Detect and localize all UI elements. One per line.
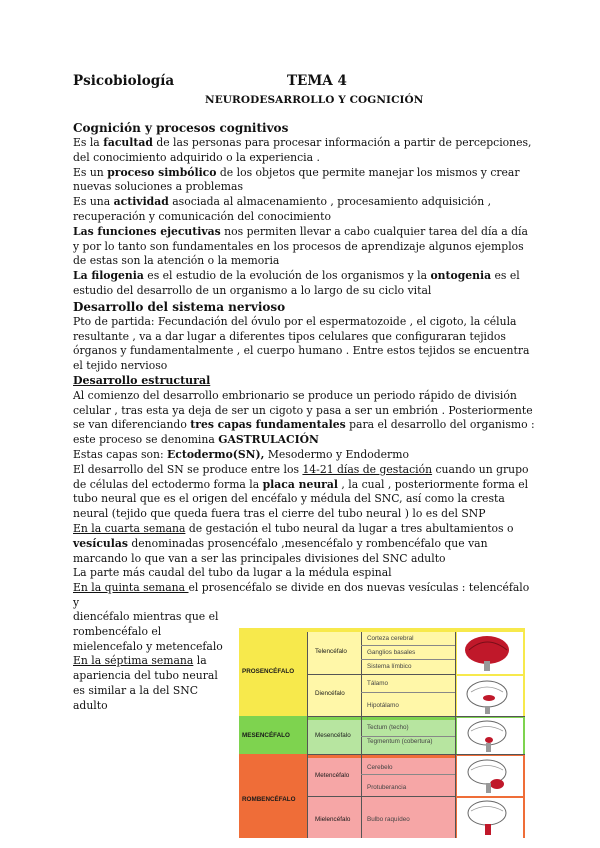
brain-illustration [457,676,523,716]
section-heading: Desarrollo del sistema nervioso [73,299,286,314]
paragraph: En la séptima semana la apariencia del tubo neural es similar a la del SNC adulto [73,654,218,712]
paragraph: Es una actividad asociada al almacenamiento , procesamiento adquisición , recuperación y comunicación del conocimiento [73,195,492,223]
paragraph: Estas capas son: Ectodermo(SN), Mesodermo y Endodermo [73,447,409,461]
structure-item: Cerebelo [367,764,393,771]
brain-illustration [457,632,523,674]
subsection-heading: Desarrollo estructural [73,373,211,387]
paragraph: Es la facultad de las personas para procesar información a partir de percepciones, del conocimiento adquirido o la experiencia . [73,136,532,164]
vesicle-label: PROSENCÉFALO [242,668,295,675]
paragraph: La filogenia es el estudio de la evolución de los organismos y la ontogenia es el estudio del desarrollo de un organismo a lo largo de su ciclo vital [73,269,520,297]
subvesicle-label: Mielencéfalo [315,816,351,823]
structure-item: Bulbo raquídeo [367,816,410,823]
subvesicle-label: Mesencéfalo [315,732,351,739]
paragraph: Las funciones ejecutivas nos permiten llevar a cabo cualquier tarea del día a día y por lo tanto son fundamentales en los procesos de aprendizaje algunos ejemplos de estas son la atención o la memoria [73,224,528,268]
structure-item: Tálamo [367,680,388,687]
structure-item: Tectum (techo) [367,724,409,731]
brain-illustration [457,756,523,796]
document-body [73,120,535,611]
structure-item: Tegmentum (cobertura) [367,738,433,745]
paragraph: Al comienzo del desarrollo embrionario se produce un periodo rápido de división celular , tras esta ya deja de ser un cigoto y pasa a ser un embrión . Posteriormente se van diferenciando tres capas fundamentales para el desarrollo del organismo : este proceso se denomina GASTRULACIÓN [73,388,535,447]
brain-illustration [457,718,523,754]
structure-item: Corteza cerebral [367,635,414,642]
structure-item: Sistema límbico [367,663,412,670]
section-heading: Cognición y procesos cognitivos [73,121,289,135]
paragraph: El desarrollo del SN se produce entre los 14-21 días de gestación cuando un grupo de células del ectodermo forma la placa neural , la cual , posteriormente forma el tubo neural que es el origen del encéfalo y médula del SNC, así como la cresta neural (tejido que queda fuera tras el cierre del tubo neural ) lo es del SNP [73,462,529,521]
subject-title: Psicobiología [73,73,175,89]
vesicle-table-figure [239,628,525,838]
subvesicle-label: Diencéfalo [315,690,345,697]
paragraph: En la cuarta semana de gestación el tubo neural da lugar a tres abultamientos o vesículas denominadas prosencéfalo ,mesencéfalo y rombencéfalo que van marcando lo que van a ser las principales divisiones del SNC adulto [73,521,514,565]
vesicle-label: ROMBENCÉFALO [242,796,296,803]
tema-subtitle: NEURODESARROLLO Y COGNICIÓN [205,94,424,106]
paragraph: En la quinta semana el prosencéfalo se divide en dos nuevas vesículas : telencéfalo y [73,581,530,609]
paragraph: Es un proceso simbólico de los objetos que permite manejar los mismos y crear nuevas soluciones a problemas [73,165,520,194]
subvesicle-label: Metencéfalo [315,772,350,779]
structure-item: Ganglios basales [367,649,416,656]
vesicle-label: MESENCÉFALO [242,732,290,739]
subvesicle-label: Telencéfalo [315,648,347,655]
brain-illustration [457,798,523,838]
left-column-text [73,610,231,714]
structure-item: Protuberancia [367,784,407,791]
tema-title: TEMA 4 [287,73,347,89]
structure-item: Hipotálamo [367,702,399,709]
paragraph: La parte más caudal del tubo da lugar a la médula espinal [73,566,392,580]
paragraph: diencéfalo mientras que el rombencéfalo el mielencefalo y metencefalo [73,610,223,653]
paragraph: Pto de partida: Fecundación del óvulo por el espermatozoide , el cigoto, la célula resultante , va a dar lugar a diferentes tipos celulares que configuraran tejidos órganos y fundamentalmente , el cuerpo humano . Entre estos tejidos se encuentra el tejido nervioso [73,314,530,373]
